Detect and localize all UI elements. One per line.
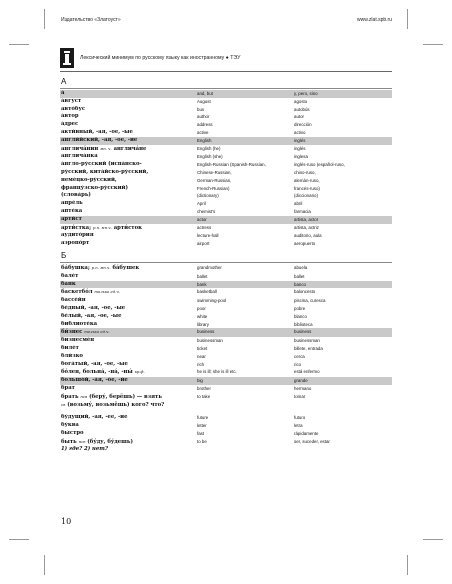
english-translation: active <box>197 129 209 135</box>
russian-word: большо́й, -а́я, -о́е, -и́е <box>61 377 128 384</box>
table-row <box>60 430 392 438</box>
russian-term <box>60 232 197 240</box>
table-row <box>60 281 392 289</box>
russian-word: бу́дущий, -ая, -ее, -ие <box>61 414 128 421</box>
english-translation: (dictionary) <box>197 193 219 199</box>
russian-word: банк <box>61 280 76 287</box>
table-row <box>60 106 392 114</box>
russian-word: быть <box>61 438 77 445</box>
russian-word: бу́ква <box>61 422 79 429</box>
section-letter: Б <box>61 250 67 260</box>
russian-word: биле́т <box>61 344 79 351</box>
table-row <box>60 185 392 193</box>
russian-term <box>60 185 197 193</box>
spanish-translation: artista, actriz <box>294 224 319 230</box>
russian-word: бо́лен, больна́, -на́, -ны́ <box>61 369 133 376</box>
table-row <box>60 177 392 185</box>
russian-term <box>60 345 197 353</box>
russian-word: бли́зко <box>61 352 83 359</box>
table-row <box>60 401 392 410</box>
grammar-note: только ед.ч. <box>94 289 120 295</box>
table-row <box>60 393 392 402</box>
spanish-translation: activo <box>294 129 306 135</box>
russian-word: францу́зско-ру́сский) <box>61 184 128 191</box>
russian-word: бе́лый, -ая, -ое, -ые <box>61 312 122 319</box>
table-row <box>60 414 392 422</box>
english-translation: to be <box>197 438 207 444</box>
spanish-translation: tomar <box>294 393 306 399</box>
russian-word: апте́ка <box>61 207 83 214</box>
table-row <box>60 192 392 200</box>
table-row <box>60 98 392 106</box>
spanish-translation: farmacia <box>294 208 311 214</box>
russian-word: авто́бус <box>61 105 86 112</box>
crop-mark <box>407 555 408 575</box>
russian-word: а́дрес <box>61 121 79 128</box>
spanish-translation: ballet <box>294 273 305 279</box>
table-row <box>60 288 392 297</box>
table-row <box>60 377 392 385</box>
english-translation: chemist's <box>197 208 216 214</box>
table-row <box>60 353 392 361</box>
table-row <box>60 385 392 393</box>
table-row <box>60 200 392 208</box>
english-translation: business <box>197 329 215 335</box>
russian-term <box>60 145 197 154</box>
spanish-translation: artista, actor <box>294 216 319 222</box>
english-translation: actress <box>197 224 212 230</box>
spanish-translation: inglesa <box>294 154 308 160</box>
spanish-translation: inglés-ruso (español-ruso, <box>294 162 345 168</box>
russian-term <box>60 208 197 216</box>
grammar-note: мн. ч. <box>100 145 112 151</box>
grammar-note: нсв <box>80 393 88 399</box>
russian-term <box>60 368 197 377</box>
russian-term <box>60 106 197 114</box>
table-row <box>60 216 392 224</box>
russian-term <box>60 393 197 402</box>
russian-word: ру́сский, кита́йско-ру́сский, <box>61 168 149 175</box>
russian-term <box>60 446 197 454</box>
table-row <box>60 446 392 454</box>
table-row <box>60 313 392 321</box>
crop-mark <box>44 555 45 575</box>
spanish-translation: biblioteca <box>294 321 313 327</box>
russian-term <box>60 216 197 224</box>
spanish-translation: auditorio, aula <box>294 233 322 239</box>
english-translation: white <box>197 313 208 319</box>
table-row <box>60 208 392 216</box>
russian-word: арти́стка; <box>61 224 92 231</box>
spanish-translation: agosto <box>294 98 308 104</box>
russian-term <box>60 200 197 208</box>
russian-term <box>60 313 197 321</box>
russian-word: а́ <box>61 90 65 96</box>
russian-term <box>60 328 197 337</box>
english-translation: Chinese-Russian, <box>197 169 232 175</box>
vocabulary-table <box>60 76 392 454</box>
spanish-translation: chino-ruso, <box>294 169 316 175</box>
russian-term <box>60 337 197 345</box>
grammar-note: св <box>61 402 66 408</box>
english-translation: letter <box>197 423 207 429</box>
spanish-translation: ser, suceder, estar <box>294 438 330 444</box>
table-row <box>60 153 392 161</box>
spanish-translation: inglés <box>294 145 306 151</box>
russian-word: бассе́йн <box>61 297 86 304</box>
section-divider <box>60 262 392 263</box>
table-row <box>60 113 392 121</box>
spanish-translation: inglés <box>294 137 306 143</box>
spanish-translation: hermano <box>294 385 312 391</box>
spanish-translation: rico <box>294 361 302 367</box>
russian-term <box>60 385 197 393</box>
spanish-translation: francés-ruso) <box>294 185 320 191</box>
english-translation: and, but <box>197 91 213 96</box>
spanish-translation: billete, entrada <box>294 345 323 351</box>
table-row <box>60 361 392 369</box>
crop-mark <box>9 539 29 540</box>
spanish-translation: dirección <box>294 122 312 128</box>
russian-word: ба́бушка; <box>61 264 90 271</box>
russian-term <box>60 121 197 129</box>
russian-term <box>60 153 197 161</box>
russian-term <box>60 264 197 273</box>
russian-word: акти́вный, -ая, -ое, -ые <box>61 128 133 135</box>
english-translation: ticket <box>197 345 208 351</box>
spanish-translation: autobús <box>294 106 310 112</box>
russian-term <box>60 137 197 145</box>
english-translation <box>197 401 294 410</box>
russian-word-form: англича́не <box>113 145 147 152</box>
russian-word: а́втор <box>61 113 79 120</box>
table-row <box>60 305 392 313</box>
english-translation: swimming-pool <box>197 298 227 304</box>
russian-term <box>60 401 197 410</box>
english-translation: basketball <box>197 289 217 295</box>
table-row <box>60 224 392 233</box>
english-translation: French-Russian) <box>197 185 230 191</box>
spanish-translation: aeropuerto <box>294 241 316 247</box>
spanish-translation: (diccionario) <box>294 193 318 199</box>
spanish-translation: y, pero, sino <box>294 91 318 96</box>
crop-mark <box>423 539 443 540</box>
spanish-translation: business <box>294 329 312 335</box>
table-row <box>60 328 392 337</box>
spanish-translation: businessman <box>294 338 320 344</box>
english-translation: ballet <box>197 273 208 279</box>
english-translation: businessman <box>197 338 223 344</box>
spanish-translation: piscina, curesca <box>294 298 326 304</box>
english-translation: grandmother <box>197 264 222 270</box>
english-translation: April <box>197 201 206 207</box>
english-translation: library <box>197 321 209 327</box>
english-translation: author <box>197 114 210 120</box>
russian-term <box>60 321 197 329</box>
spanish-translation: futuro <box>294 415 306 421</box>
english-translation: English (he) <box>197 145 221 151</box>
russian-word: аэропо́рт <box>61 240 90 247</box>
russian-term <box>60 297 197 305</box>
russian-term <box>60 169 197 177</box>
table-row <box>60 129 392 137</box>
english-translation: poor <box>197 305 206 311</box>
english-translation: future <box>197 415 209 421</box>
spanish-translation: cerca <box>294 353 305 359</box>
russian-term <box>60 240 197 248</box>
russian-term <box>60 177 197 185</box>
crop-mark <box>44 9 45 29</box>
english-translation: near <box>197 353 206 359</box>
spanish-translation: baloncesto <box>294 289 316 295</box>
russian-term <box>60 353 197 361</box>
table-row <box>60 90 392 98</box>
english-translation: English-Russian (Spanish-Russian, <box>197 162 266 168</box>
crop-mark <box>9 44 29 45</box>
russian-word: брат <box>61 384 75 391</box>
page-title-bar <box>60 48 392 70</box>
russian-word: англи́йский, -ая, -ое, -ие <box>61 136 138 143</box>
grammar-note: нсв <box>78 438 86 444</box>
spanish-translation: autor <box>294 114 305 120</box>
section-letter: А <box>61 77 67 86</box>
english-translation: fast <box>197 430 205 436</box>
table-row <box>60 337 392 345</box>
grammar-note: р.п. мн.ч. <box>92 224 112 230</box>
section-divider <box>60 88 392 89</box>
table-row <box>60 345 392 353</box>
russian-term <box>60 438 197 447</box>
russian-word: бале́т <box>61 272 79 279</box>
table-row <box>60 240 392 248</box>
table-row <box>60 422 392 430</box>
english-translation: address <box>197 122 213 128</box>
russian-word: англича́нка <box>61 153 98 160</box>
russian-term <box>60 422 197 430</box>
russian-word: бога́тый, -ая, -ое, -ые <box>61 360 128 367</box>
website-label: www.zlat.spb.ru <box>356 17 392 23</box>
russian-word: а́нгло-ру́сский (испа́нско- <box>61 161 142 168</box>
table-row <box>60 368 392 377</box>
english-translation: airport <box>197 241 210 247</box>
table-row <box>60 232 392 240</box>
russian-word: баскетбо́л <box>61 289 93 296</box>
spanish-translation: banco <box>294 281 306 287</box>
russian-term <box>60 305 197 313</box>
russian-term <box>60 414 197 422</box>
spanish-translation: abuela <box>294 264 308 270</box>
spanish-translation: letra <box>294 423 303 429</box>
table-row <box>60 137 392 145</box>
russian-term <box>60 113 197 121</box>
russian-term <box>60 161 197 169</box>
crop-mark <box>423 44 443 45</box>
table-row <box>60 438 392 447</box>
english-translation: actor <box>197 216 207 222</box>
russian-word: бе́дный, -ая, -ое, -ые <box>61 304 126 311</box>
publisher-label: Издательство «Златоуст» <box>61 17 121 23</box>
english-translation: lecture-hall <box>197 233 219 239</box>
spanish-translation: abril <box>294 201 303 207</box>
russian-word-form: (возьму́, возьмёшь) кого? что? <box>67 402 165 409</box>
russian-word: би́знес <box>61 329 83 336</box>
spanish-translation: blanco <box>294 313 307 319</box>
grammar-note: кр.ф. <box>134 369 145 375</box>
english-translation: bus <box>197 106 205 112</box>
header-divider <box>60 71 392 72</box>
russian-word: аудито́рия <box>61 232 94 239</box>
page-number: 10 <box>61 517 72 526</box>
russian-word-form: (беру́, берёшь) — взять <box>89 393 162 400</box>
russian-word: бизнесме́н <box>61 337 95 344</box>
russian-word: а́вгуст <box>61 97 82 104</box>
russian-word: бы́стро <box>61 429 84 436</box>
table-row <box>60 321 392 329</box>
russian-term <box>60 90 197 98</box>
table-row <box>60 297 392 305</box>
russian-term <box>60 224 197 233</box>
table-row <box>60 169 392 177</box>
russian-word-form: (бу́ду, бу́дешь) <box>87 438 133 445</box>
english-translation: English (she) <box>197 154 223 160</box>
russian-term <box>60 273 197 281</box>
spanish-translation: grande <box>294 378 308 384</box>
grammar-note: только ед.ч. <box>84 329 110 335</box>
english-translation: rich <box>197 361 205 367</box>
spanish-translation: rápidamente <box>294 430 319 436</box>
english-translation: he is ill; she is ill etc. <box>197 369 237 375</box>
russian-word: англича́нин <box>61 145 99 152</box>
english-translation: German-Russian, <box>197 177 232 183</box>
russian-term <box>60 430 197 438</box>
russian-term <box>60 377 197 385</box>
russian-word: (слова́рь) <box>61 192 91 199</box>
grammar-note: р.п. мн.ч. <box>91 264 111 270</box>
russian-word-form: арти́сток <box>113 224 142 231</box>
table-row <box>60 145 392 154</box>
russian-term <box>60 192 197 200</box>
spanish-translation: está enfermo <box>294 369 320 375</box>
page-title: Лексический минимум по русскому языку как иностранному ● ТЭУ <box>80 55 241 61</box>
english-translation: to take <box>197 393 211 399</box>
tower-logo-icon <box>60 48 74 68</box>
russian-term <box>60 129 197 137</box>
spanish-translation: pobre <box>294 305 306 311</box>
russian-term <box>60 98 197 106</box>
table-row <box>60 121 392 129</box>
english-translation: English <box>197 137 212 143</box>
russian-word: брать <box>61 393 79 400</box>
table-row <box>60 264 392 273</box>
spanish-translation <box>294 446 392 454</box>
russian-term <box>60 288 197 297</box>
english-translation: bank <box>197 281 207 287</box>
crop-mark <box>407 9 408 29</box>
russian-word: апре́ль <box>61 200 83 207</box>
russian-word: 1) где? 2) нет? <box>61 446 108 453</box>
spanish-translation <box>294 401 392 410</box>
english-translation: big <box>197 378 203 384</box>
table-row <box>60 161 392 169</box>
english-translation <box>197 446 294 454</box>
russian-term <box>60 281 197 289</box>
spanish-translation: alemán-ruso, <box>294 177 320 183</box>
russian-term <box>60 361 197 369</box>
russian-word: библиоте́ка <box>61 320 98 327</box>
russian-word: неме́цко-ру́сский, <box>61 176 117 183</box>
russian-word-form: ба́бушек <box>112 264 140 271</box>
russian-word: арти́ст <box>61 215 82 222</box>
english-translation: brother <box>197 385 211 391</box>
english-translation: August <box>197 98 211 104</box>
table-row <box>60 273 392 281</box>
